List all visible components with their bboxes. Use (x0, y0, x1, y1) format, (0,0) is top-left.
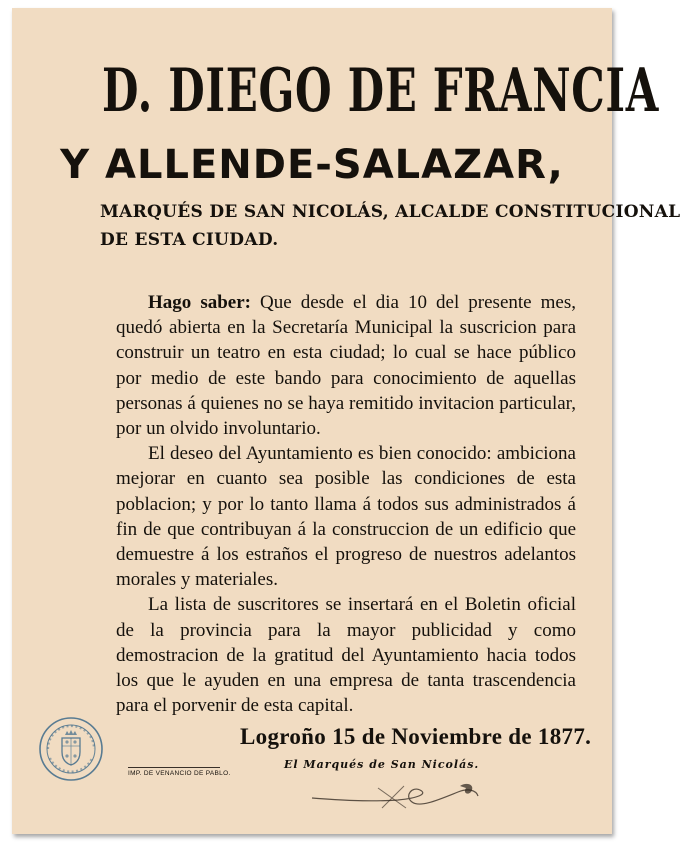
date-line: Logroño 15 de Noviembre de 1877. (240, 724, 592, 749)
signature-line: El Marqués de San Nicolás. (284, 758, 480, 771)
poster-subtitle (100, 198, 680, 254)
subtitle-line1: MARQUÉS DE SAN NICOLÁS, ALCALDE CONSTITUCIONAL (100, 202, 680, 222)
imprint-rule (128, 767, 220, 768)
handwritten-signature (308, 774, 498, 814)
poster-body (116, 290, 576, 718)
paragraph-3: La lista de suscritores se insertará en el Boletin oficial de la provincia para la mayor publicidad y como demostracion de la gratitud del Ayuntamiento hacia todos los que le ayuden en una empresa de tanta trascendencia para el porvenir de esta capital. (116, 594, 576, 717)
official-seal-stamp (38, 716, 104, 782)
poster-title-line2: Y ALLENDE-SALAZAR, (60, 142, 564, 188)
poster-sheet (12, 8, 680, 834)
paragraph-1-text: Que desde el dia 10 del presente mes, quedó abierta en la Secretaría Municipal la suscricion para construir un teatro en esta ciudad; lo cual se hace público por medio de este bando para conocimiento de aquellas personas á quienes no se haya remitido invitacion particular, por un olvido involuntario. (116, 292, 576, 440)
poster-title-line1: D. DIEGO DE FRANCIA (102, 56, 660, 126)
paragraph-1-lead: Hago saber: (148, 292, 251, 313)
printer-imprint: IMP. DE VENANCIO DE PABLO. (128, 770, 231, 777)
subtitle-line2: DE ESTA CIUDAD. (100, 230, 279, 250)
paragraph-1 (116, 290, 576, 441)
paragraph-2: El deseo del Ayuntamiento es bien conocido: ambiciona mejorar en cuanto sea posible las condiciones de esta poblacion; y por lo tanto llama á todos sus administrados á fin de que contribuyan á la construccion de un edificio que demuestre á los estraños el progreso de nuestros adelantos morales y materiales. (116, 443, 576, 591)
